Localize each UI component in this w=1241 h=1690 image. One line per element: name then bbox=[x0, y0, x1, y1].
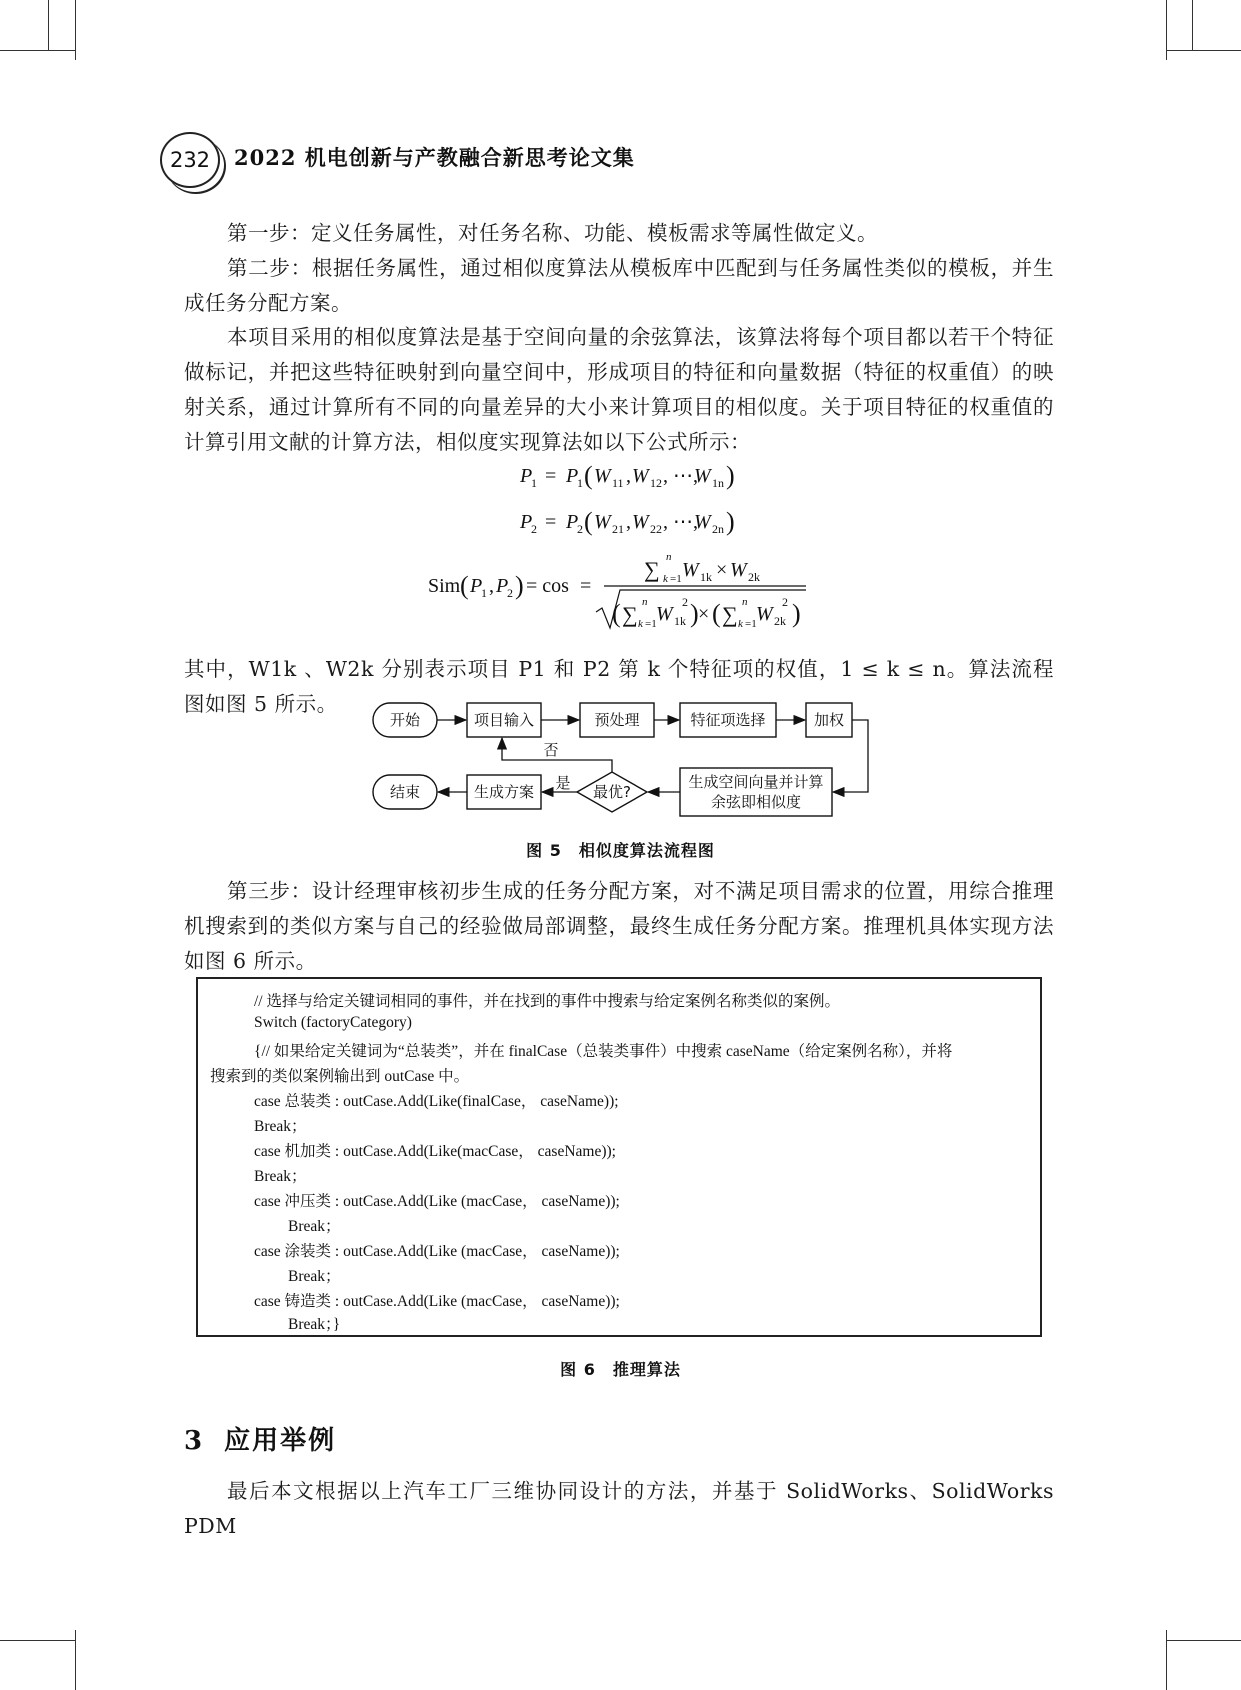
svg-text:k: k bbox=[638, 618, 643, 630]
label-generate: 生成方案 bbox=[473, 783, 535, 801]
svg-text:W: W bbox=[730, 559, 747, 581]
crop-mark bbox=[1166, 1630, 1167, 1690]
svg-text:P: P bbox=[496, 575, 509, 597]
svg-text:, ⋯,: , ⋯, bbox=[663, 511, 698, 533]
figure6-caption: 图 6 推理算法 bbox=[560, 1360, 681, 1379]
svg-text:W: W bbox=[594, 511, 611, 533]
code-box bbox=[196, 977, 1042, 1337]
svg-text:k: k bbox=[738, 618, 743, 630]
label-compute-line1: 生成空间向量并计算 bbox=[688, 773, 824, 791]
code-line: // 选择与给定关键词相同的事件，并在找到的事件中搜索与给定案例名称类似的案例。 bbox=[254, 993, 840, 1010]
label-end: 结束 bbox=[389, 783, 421, 801]
svg-text:W: W bbox=[632, 511, 649, 533]
label-optimal: 最优? bbox=[593, 783, 631, 801]
svg-text:,: , bbox=[626, 511, 631, 533]
code-line: Break； bbox=[288, 1218, 341, 1235]
svg-text:k: k bbox=[663, 573, 668, 585]
svg-text:W: W bbox=[656, 603, 673, 625]
svg-text:2: 2 bbox=[782, 595, 788, 609]
svg-text:(: ( bbox=[584, 507, 593, 536]
paragraph-step2: 第二步：根据任务属性，通过相似度算法从模板库中匹配到与任务属性类似的模板，并生成任务分配方案。 bbox=[184, 256, 1054, 315]
label-compute-line2: 余弦即相似度 bbox=[710, 793, 802, 811]
code-line: Break；} bbox=[288, 1316, 341, 1333]
code-line: case 冲压类 : outCase.Add(Like (macCase， caseName)); bbox=[254, 1193, 620, 1210]
paragraph-final: 最后本文根据以上汽车工厂三维协同设计的方法，并基于 SolidWorks、SolidWorks PDM bbox=[184, 1479, 1054, 1538]
label-start: 开始 bbox=[389, 711, 421, 729]
svg-text:=: = bbox=[545, 511, 557, 533]
svg-text:1k: 1k bbox=[674, 614, 686, 628]
label-input: 项目输入 bbox=[473, 711, 535, 729]
code-line: Switch (factoryCategory) bbox=[254, 1014, 412, 1031]
svg-text:2k: 2k bbox=[774, 614, 786, 628]
code-line: Break； bbox=[254, 1118, 307, 1135]
flowchart-fig5 bbox=[0, 0, 1241, 830]
page-number: 232 bbox=[160, 132, 220, 188]
svg-text:n: n bbox=[642, 596, 648, 608]
svg-text:W: W bbox=[694, 465, 711, 487]
svg-text:(: ( bbox=[460, 571, 469, 600]
svg-text:∑: ∑ bbox=[644, 557, 660, 582]
svg-text:2n: 2n bbox=[712, 522, 724, 536]
section-heading bbox=[184, 1420, 336, 1457]
svg-text:W: W bbox=[594, 465, 611, 487]
svg-text:21: 21 bbox=[612, 522, 624, 536]
svg-text:=1: =1 bbox=[670, 573, 682, 585]
paragraph-algo-intro: 本项目采用的相似度算法是基于空间向量的余弦算法，该算法将每个项目都以若干个特征做标记，并把这些特征映射到向量空间中，形成项目的特征和向量数据（特征的权重值）的映射关系，通过计算所有不同的向量差异的大小来计算项目的相似度。关于项目特征的权重值的计算引用文献的计算方法，相似度实现算法如以下公式所示： bbox=[184, 325, 1054, 454]
svg-text:∑: ∑ bbox=[622, 602, 638, 627]
svg-text:2k: 2k bbox=[748, 570, 760, 584]
code-line: {// 如果给定关键词为“总装类”，并在 finalCase（总装类事件）中搜索 caseName（给定案例名称），并将 bbox=[254, 1043, 953, 1060]
svg-text:2: 2 bbox=[682, 595, 688, 609]
figure5-caption: 图 5 相似度算法流程图 bbox=[526, 841, 715, 860]
svg-text:n: n bbox=[742, 596, 748, 608]
svg-text:, ⋯,: , ⋯, bbox=[663, 465, 698, 487]
svg-text:P: P bbox=[520, 465, 533, 487]
paragraph-where: 其中，W1k 、W2k 分别表示项目 P1 和 P2 第 k 个特征项的权值，1 ≤ k ≤ n。算法流程图如图 5 所示。 bbox=[184, 657, 1054, 716]
svg-text:P: P bbox=[566, 465, 579, 487]
svg-text:12: 12 bbox=[650, 476, 662, 490]
section-number: 3 bbox=[184, 1426, 205, 1456]
svg-text:1: 1 bbox=[481, 586, 487, 600]
svg-text:): ) bbox=[726, 461, 735, 490]
svg-text:n: n bbox=[666, 551, 672, 563]
svg-text:): ) bbox=[792, 599, 801, 628]
svg-text:P: P bbox=[470, 575, 483, 597]
svg-text:W: W bbox=[756, 603, 773, 625]
crop-mark bbox=[1166, 1640, 1241, 1641]
svg-text:P: P bbox=[566, 511, 579, 533]
label-no: 否 bbox=[543, 741, 559, 759]
svg-text:1n: 1n bbox=[712, 476, 724, 490]
svg-text:,: , bbox=[626, 465, 631, 487]
svg-text:1: 1 bbox=[577, 476, 583, 490]
label-yes: 是 bbox=[555, 774, 571, 792]
svg-text:=: = bbox=[580, 575, 592, 597]
svg-text:W: W bbox=[632, 465, 649, 487]
svg-text:= cos: = cos bbox=[526, 575, 569, 597]
svg-text:22: 22 bbox=[650, 522, 662, 536]
svg-text:11: 11 bbox=[612, 476, 624, 490]
svg-text:1k: 1k bbox=[700, 570, 712, 584]
code-line: case 机加类 : outCase.Add(Like(macCase， caseName)); bbox=[254, 1143, 616, 1160]
svg-text:=: = bbox=[545, 465, 557, 487]
svg-text:,: , bbox=[489, 575, 494, 597]
code-line: case 涂装类 : outCase.Add(Like (macCase， caseName)); bbox=[254, 1243, 620, 1260]
svg-text:(: ( bbox=[712, 599, 721, 628]
svg-text:×: × bbox=[698, 603, 710, 625]
section-title: 应用举例 bbox=[224, 1426, 337, 1456]
label-feature-select: 特征项选择 bbox=[690, 711, 766, 729]
label-preprocess: 预处理 bbox=[594, 711, 640, 729]
svg-text:∑: ∑ bbox=[722, 602, 738, 627]
paragraph-step3: 第三步：设计经理审核初步生成的任务分配方案，对不满足项目需求的位置，用综合推理机搜索到的类似方案与自己的经验做局部调整，最终生成任务分配方案。推理机具体实现方法如图 6 所示。 bbox=[184, 879, 1054, 973]
svg-text:1: 1 bbox=[531, 476, 537, 490]
svg-text:P: P bbox=[520, 511, 533, 533]
svg-text:W: W bbox=[694, 511, 711, 533]
svg-text:): ) bbox=[515, 571, 524, 600]
svg-text:×: × bbox=[716, 559, 728, 581]
code-line: Break； bbox=[254, 1168, 307, 1185]
paragraph-step1: 第一步：定义任务属性，对任务名称、功能、模板需求等属性做定义。 bbox=[227, 221, 878, 245]
svg-text:2: 2 bbox=[531, 522, 537, 536]
label-weighting: 加权 bbox=[813, 711, 845, 729]
crop-mark bbox=[0, 1640, 75, 1641]
svg-text:(: ( bbox=[584, 461, 593, 490]
svg-text:W: W bbox=[682, 559, 699, 581]
svg-text:2: 2 bbox=[507, 586, 513, 600]
svg-text:=1: =1 bbox=[745, 618, 757, 630]
crop-mark bbox=[75, 1630, 76, 1690]
code-line: 搜索到的类似案例输出到 outCase 中。 bbox=[210, 1068, 470, 1085]
code-line: case 总装类 : outCase.Add(Like(finalCase， caseName)); bbox=[254, 1093, 619, 1110]
code-line: Break； bbox=[288, 1268, 341, 1285]
svg-text:): ) bbox=[690, 599, 699, 628]
code-line: case 铸造类 : outCase.Add(Like (macCase， caseName)); bbox=[254, 1293, 620, 1310]
svg-text:2: 2 bbox=[577, 522, 583, 536]
svg-text:Sim: Sim bbox=[428, 575, 461, 597]
svg-text:): ) bbox=[726, 507, 735, 536]
book-title: 2022 机电创新与产教融合新思考论文集 bbox=[234, 145, 635, 170]
svg-text:(: ( bbox=[612, 599, 621, 628]
svg-text:=1: =1 bbox=[645, 618, 657, 630]
